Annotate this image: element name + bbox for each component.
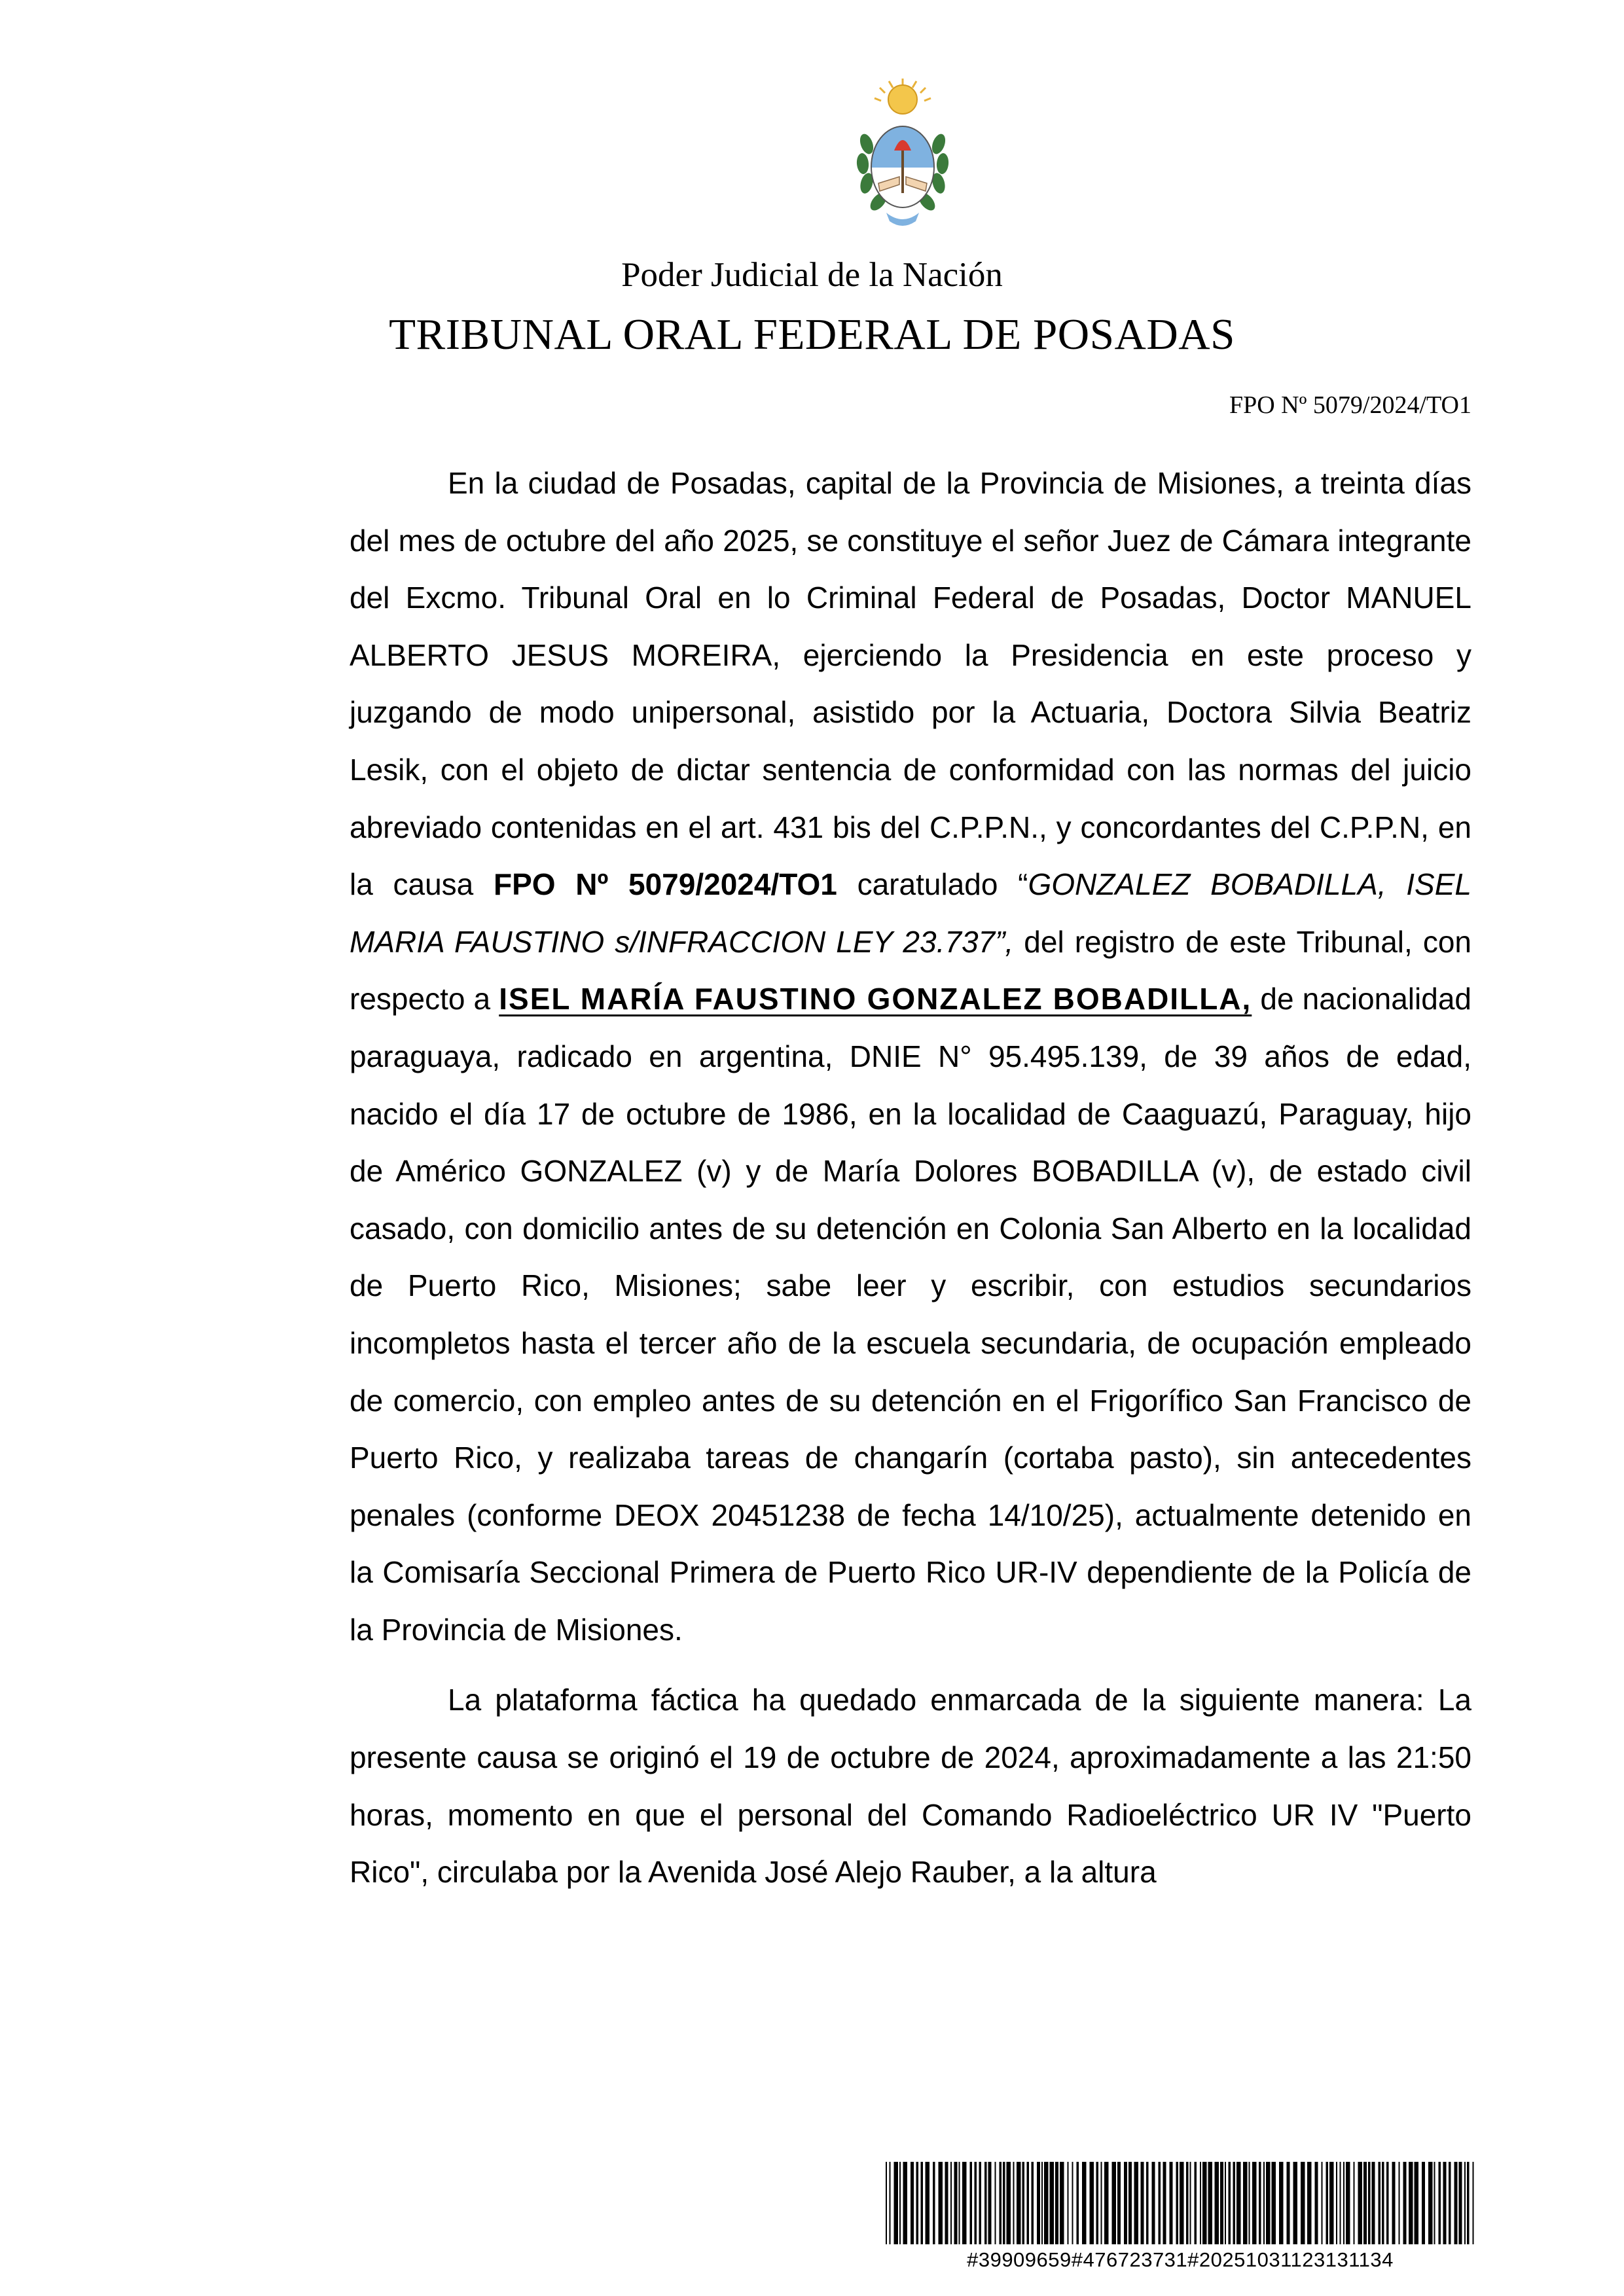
barcode	[886, 2162, 1475, 2244]
paragraph-preamble	[350, 455, 1471, 1659]
preamble-text-1: En la ciudad de Posadas, capital de la Provincia de Misiones, a treinta días del mes de octubre del año 2025, se constituye el señor Juez de Cámara integrante del Excmo. Tribunal Oral en lo Criminal Federal de Posadas, Doctor MANUEL ALBERTO JESUS MOREIRA, ejerciendo la Presidencia en este proceso y juzgando de modo unipersonal, asistido por la Actuaria, Doctora Silvia Beatriz Lesik, con el objeto de dictar sentencia de conformidad con las normas del juicio abreviado contenidas en el art. 431 bis del C.P.P.N., y concordantes del C.P.P.N, en la causa	[350, 466, 1471, 902]
case-number: FPO Nº 5079/2024/TO1	[494, 867, 837, 902]
case-title: GONZALEZ BOBADILLA, ISEL MARIA FAUSTINO s/INFRACCION LEY 23.737”,	[350, 867, 1471, 959]
argentina-coat-of-arms-icon	[847, 79, 958, 236]
barcode-text: #39909659#476723731#20251031123131134	[967, 2248, 1394, 2271]
institution-name: Poder Judicial de la Nación	[621, 256, 1003, 294]
preamble-text-4: de nacionalidad paraguaya, radicado en argentina, DNIE N° 95.495.139, de 39 años de edad, nacido el día 17 de octubre de 1986, en la localidad de Caaguazú, Paraguay, hijo de Américo GONZALEZ (v) y de María Dolores BOBADILLA (v), de estado civil casado, con domicilio antes de su detención en Colonia San Alberto en la localidad de Puerto Rico, Misiones; sabe leer y escribir, con estudios secundarios incompletos hasta el tercer año de la escuela secundaria, de ocupación empleado de comercio, con empleo antes de su detención en el Frigorífico San Francisco de Puerto Rico, y realizaba tareas de changarín (cortaba pasto), sin antecedentes penales (conforme DEOX 20451238 de fecha 14/10/25), actualmente detenido en la Comisaría Seccional Primera de Puerto Rico UR-IV dependiente de la Policía de la Provincia de Misiones.	[350, 982, 1471, 1647]
defendant-name: ISEL MARÍA FAUSTINO GONZALEZ BOBADILLA,	[499, 982, 1252, 1016]
court-name: TRIBUNAL ORAL FEDERAL DE POSADAS	[389, 310, 1235, 359]
preamble-text-3: del registro de este Tribunal, con respecto a	[350, 924, 1471, 1016]
paragraph-facts: La plataforma fáctica ha quedado enmarcada de la siguiente manera: La presente causa se originó el 19 de octubre de 2024, aproximadamente a las 21:50 horas, momento en que el personal del Comando Radioeléctrico UR IV "Puerto Rico", circulaba por la Avenida José Alejo Rauber, a la altura	[350, 1683, 1471, 1890]
document-body	[350, 455, 1471, 1901]
preamble-text-2: caratulado “	[837, 867, 1028, 902]
case-file-number: FPO Nº 5079/2024/TO1	[1229, 391, 1471, 419]
